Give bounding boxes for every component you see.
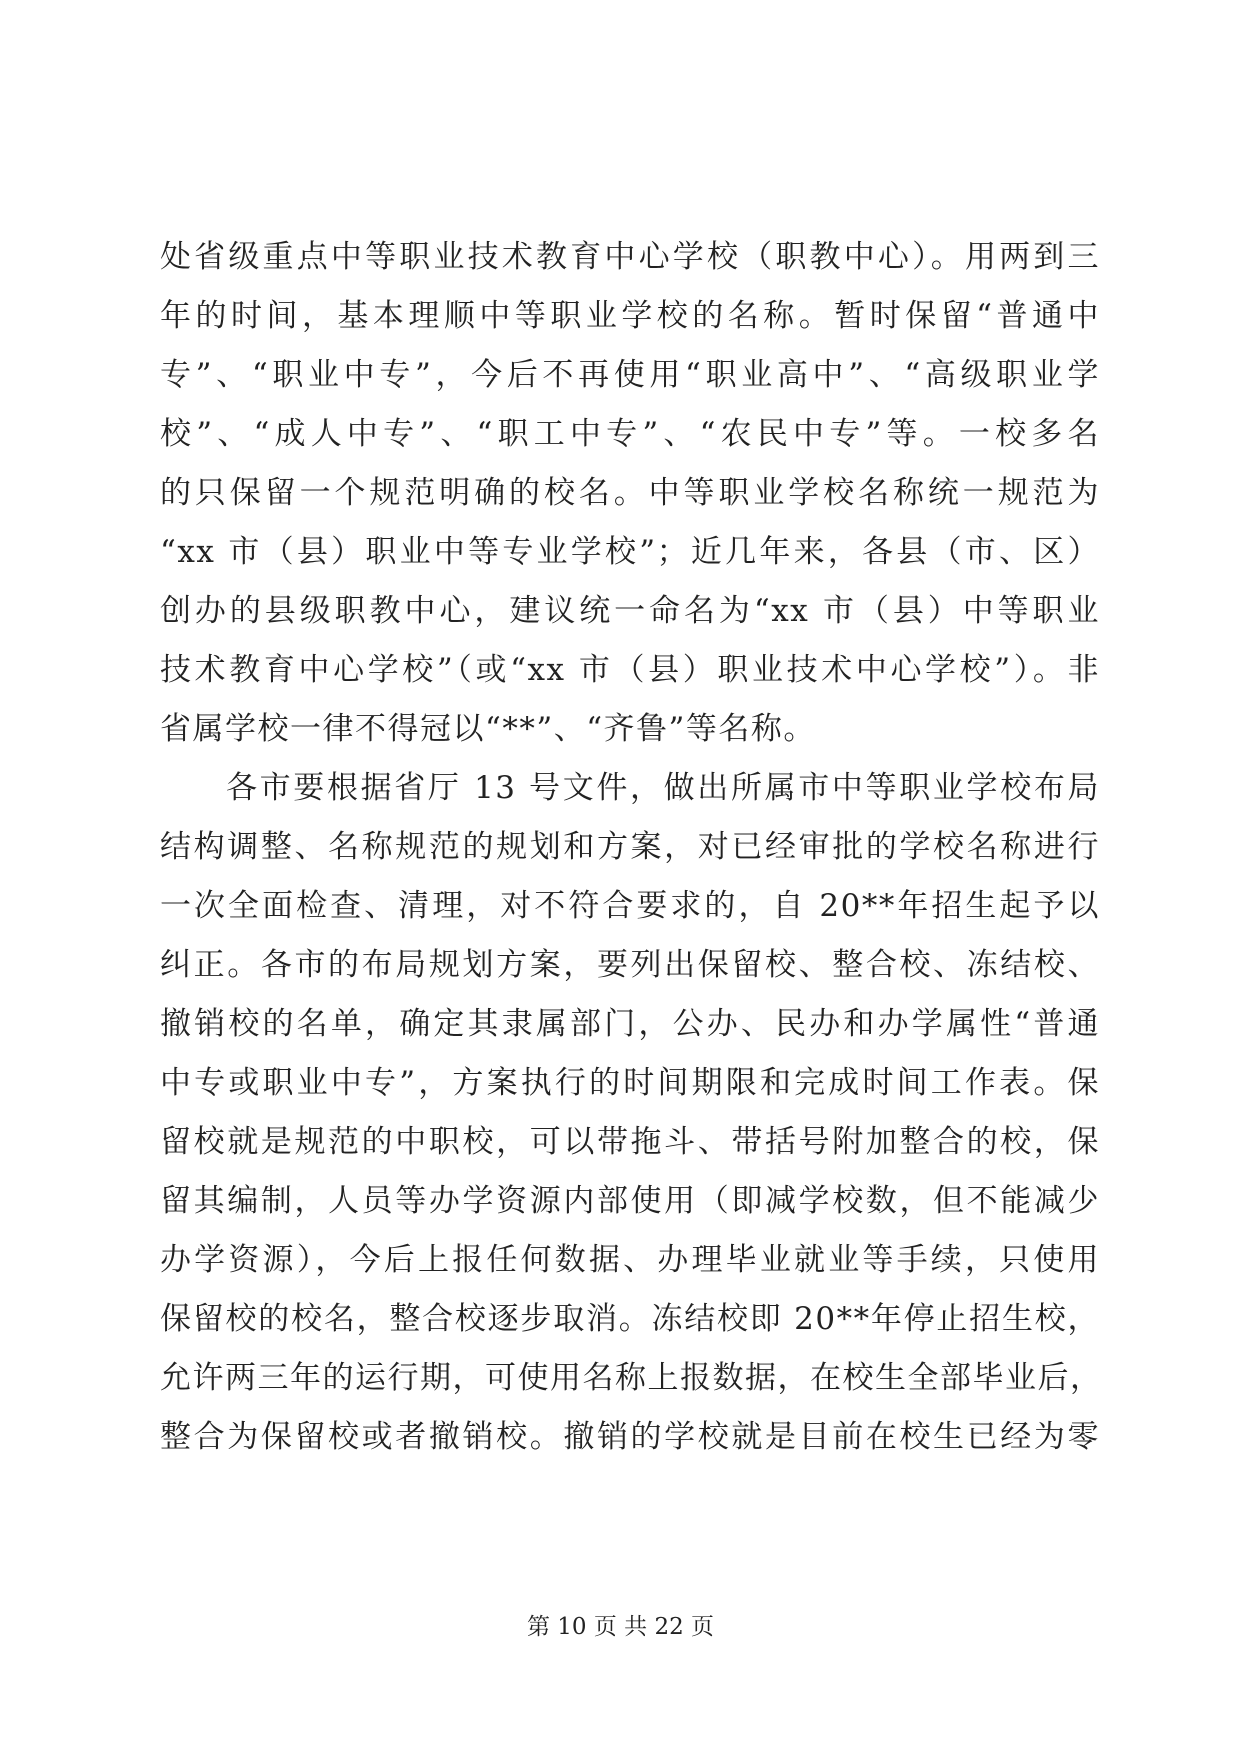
text-line: 允许两三年的运行期，可使用名称上报数据，在校生全部毕业后， (160, 1360, 1103, 1396)
paragraph (160, 759, 1103, 1467)
text-line: 一次全面检查、清理，对不符合要求的，自 20**年招生起予以 (160, 888, 1100, 924)
text-line: “xx 市（县）职业中等专业学校”；近几年来，各县（市、区） (160, 534, 1100, 570)
text-line: 中专或职业中专”，方案执行的时间期限和完成时间工作表。保 (160, 1065, 1100, 1101)
text-line: 整合为保留校或者撤销校。撤销的学校就是目前在校生已经为零 (160, 1419, 1100, 1455)
text-line: 的只保留一个规范明确的校名。中等职业学校名称统一规范为 (160, 475, 1100, 511)
page-number-footer: 第 10 页 共 22 页 (526, 1614, 715, 1640)
text-line: 省属学校一律不得冠以“**”、“齐鲁”等名称。 (160, 711, 816, 747)
text-line: 纠正。各市的布局规划方案，要列出保留校、整合校、冻结校、 (160, 947, 1100, 983)
paragraph (160, 228, 1100, 759)
text-line: 各市要根据省厅 13 号文件，做出所属市中等职业学校布局 (226, 770, 1100, 806)
text-line: 保留校的校名，整合校逐步取消。冻结校即 20**年停止招生校， (160, 1301, 1100, 1337)
text-line: 技术教育中心学校”（或“xx 市（县）职业技术中心学校”）。非 (160, 652, 1100, 688)
text-line: 结构调整、名称规范的规划和方案，对已经审批的学校名称进行 (160, 829, 1100, 865)
document-body (160, 228, 1103, 1467)
text-line: 年的时间，基本理顺中等职业学校的名称。暂时保留“普通中 (160, 298, 1100, 334)
text-line: 留校就是规范的中职校，可以带拖斗、带括号附加整合的校，保 (160, 1124, 1100, 1160)
text-line: 留其编制，人员等办学资源内部使用（即减学校数，但不能减少 (160, 1183, 1100, 1219)
text-line: 专”、“职业中专”，今后不再使用“职业高中”、“高级职业学 (160, 357, 1100, 393)
text-line: 办学资源），今后上报任何数据、办理毕业就业等手续，只使用 (160, 1242, 1100, 1278)
text-line: 处省级重点中等职业技术教育中心学校（职教中心）。用两到三 (160, 239, 1100, 275)
text-line: 创办的县级职教中心，建议统一命名为“xx 市（县）中等职业 (160, 593, 1100, 629)
text-line: 撤销校的名单，确定其隶属部门，公办、民办和办学属性“普通 (160, 1006, 1100, 1042)
text-line: 校”、“成人中专”、“职工中专”、“农民中专”等。一校多名 (160, 416, 1100, 452)
